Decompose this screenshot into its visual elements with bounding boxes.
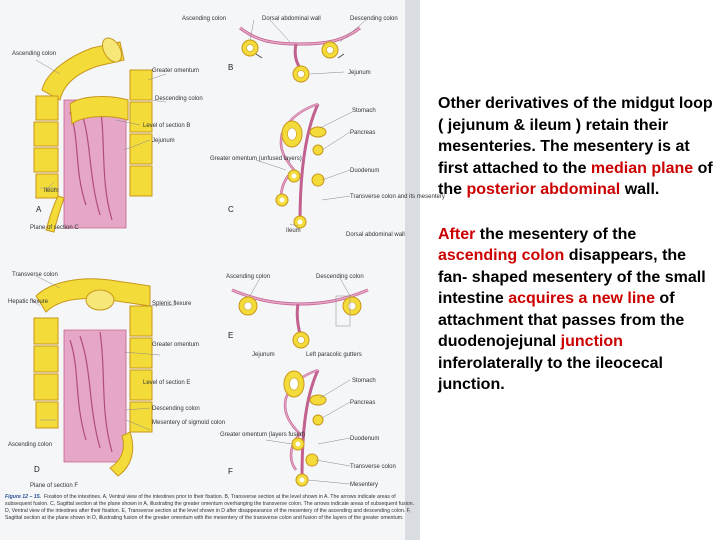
panel-label-b: B bbox=[228, 63, 234, 72]
label-descending-colon-e: Descending colon bbox=[316, 274, 364, 280]
panel-f-drawing bbox=[284, 370, 326, 486]
label-dorsal-abdominal-wall-top: Dorsal abdominal wall bbox=[262, 16, 321, 22]
label-hepatic-flexure: Hepatic flexure bbox=[8, 299, 49, 305]
p2-highlight-after: After bbox=[438, 225, 476, 243]
panel-c-drawing bbox=[276, 104, 326, 228]
label-level-b: Level of section B bbox=[143, 123, 191, 129]
panel-label-f: F bbox=[228, 467, 233, 476]
label-mesentery-f: Mesentery bbox=[350, 482, 379, 488]
label-stomach-c: Stomach bbox=[352, 108, 376, 114]
label-pancreas-f: Pancreas bbox=[350, 400, 376, 406]
panel-b-drawing bbox=[240, 28, 360, 82]
p1-highlight-median-plane: median plane bbox=[590, 159, 694, 177]
label-transverse-colon-d: Transverse colon bbox=[12, 272, 58, 278]
p2-highlight-junction: junction bbox=[560, 333, 623, 350]
panel-label-e: E bbox=[228, 331, 234, 340]
label-descending-colon-d: Descending colon bbox=[152, 406, 200, 412]
panel-label-d: D bbox=[34, 465, 40, 474]
p2-text-3: of attachment that passes from the duodenojejunal bbox=[438, 290, 685, 350]
label-jejunum-b: Jejunum bbox=[348, 70, 371, 76]
p2-highlight-new-line: acquires a new line bbox=[508, 290, 655, 307]
p2-text-2: disappears, the fan- shaped mesentery of the small intestine bbox=[438, 247, 706, 307]
label-level-e: Level of section E bbox=[143, 380, 191, 386]
p2-text-1: the mesentery of the bbox=[475, 225, 637, 243]
label-pancreas-c: Pancreas bbox=[350, 130, 376, 136]
label-greater-omentum-d: Greater omentum bbox=[152, 342, 200, 348]
p1-text-1: Other derivatives of the midgut loop ( jejunum & ileum ) retain their mesenteries. The mesentery is at first attached to the bbox=[438, 95, 713, 177]
label-transverse-colon-c: Transverse colon and its mesentery bbox=[350, 194, 445, 200]
label-plane-c: Plane of section C bbox=[30, 225, 79, 231]
label-greater-omentum-f: Greater omentum (layers fused) bbox=[220, 432, 306, 438]
panel-a-drawing bbox=[34, 35, 152, 232]
label-ascending-colon-e: Ascending colon bbox=[226, 274, 271, 280]
panel-label-a: A bbox=[36, 205, 42, 214]
panel-label-c: C bbox=[228, 205, 234, 214]
label-ascending-colon-d: Ascending colon bbox=[8, 442, 53, 448]
paragraph-attachment bbox=[438, 224, 714, 396]
label-descending-colon-a: Descending colon bbox=[155, 96, 203, 102]
label-splenic-flexure: Splenic flexure bbox=[152, 301, 192, 307]
label-greater-omentum-c: Greater omentum (unfused layers) bbox=[210, 156, 302, 162]
label-duodenum-f: Duodenum bbox=[350, 436, 380, 442]
p2-text-4: inferolaterally to the ileocecal junction. bbox=[438, 354, 663, 393]
p1-highlight-posterior-abdominal: posterior abdominal bbox=[466, 181, 621, 198]
label-ileum-a: Ileum bbox=[44, 188, 59, 194]
paragraph-mesenteries bbox=[438, 93, 714, 201]
label-ascending-colon-a: Ascending colon bbox=[12, 51, 57, 57]
panel-e-drawing bbox=[232, 290, 368, 348]
text-panel bbox=[438, 93, 714, 419]
label-plane-f: Plane of section F bbox=[30, 483, 79, 489]
label-ileum-c: Ileum bbox=[286, 228, 301, 234]
label-jejunum-e: Jejunum bbox=[252, 352, 275, 358]
label-paracolic: Left paracolic gutters bbox=[306, 352, 362, 358]
label-dorsal-wall-c: Dorsal abdominal wall bbox=[346, 232, 405, 238]
figure-caption-label: Figure 12 – 15. bbox=[5, 494, 42, 500]
p1-text-3: wall. bbox=[620, 181, 660, 198]
label-transverse-colon-f: Transverse colon bbox=[350, 464, 396, 470]
label-mesentery-sigmoid: Mesentery of sigmoid colon bbox=[152, 420, 226, 426]
label-greater-omentum-a: Greater omentum bbox=[152, 68, 200, 74]
figure-caption bbox=[5, 494, 417, 522]
label-jejunum-a: Jejunum bbox=[152, 138, 175, 144]
p2-highlight-ascending-colon: ascending colon bbox=[438, 247, 565, 264]
label-descending-colon-top: Descending colon bbox=[350, 16, 398, 22]
figure-caption-text: Fixation of the intestines. A, Ventral view of the intestines prior to their fixation. B, Transverse section at the level shown in A. The arrows indicate areas of subsequent fusion. C, Sagittal section at the plane shown in A, illustrating the greater omentum overhanging the transverse colon. The arrows indicate areas of subsequent fusion. D, Ventral view of the intestines after their fixation. E, Transverse section at the level shown in D after disappearance of the mesentery of the ascending and descending colon. F, Sagittal section at the plane shown in D, illustrating fusion of the greater omentum with the mesentery of the transverse colon and fusion of the layers of the greater omentum. bbox=[5, 494, 415, 521]
label-stomach-f: Stomach bbox=[352, 378, 376, 384]
label-duodenum-c: Duodenum bbox=[350, 168, 380, 174]
p1-text-2: of the bbox=[438, 159, 713, 198]
label-ascending-colon-top: Ascending colon bbox=[182, 16, 227, 22]
page-gutter bbox=[405, 0, 420, 540]
